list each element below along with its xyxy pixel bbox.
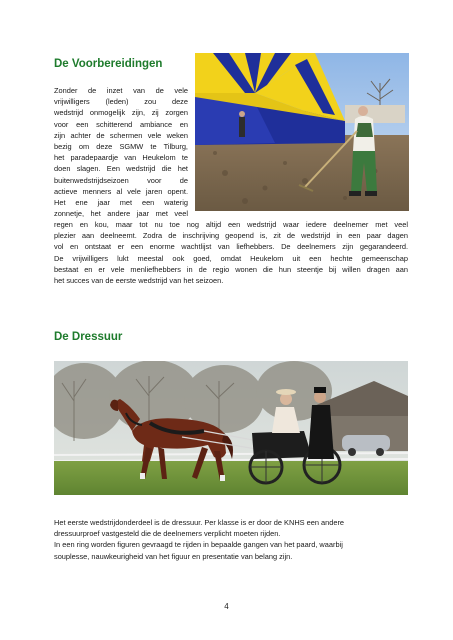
- text-line: zonnetje, het andere jaar met veel: [54, 209, 188, 219]
- text-line: vrijwilligers (leden) zou deze: [54, 97, 188, 107]
- text-line: buitenwedstrijdseizoen voor de: [54, 175, 188, 185]
- intro-paragraph-narrow: [54, 85, 188, 219]
- photo-tent-field: [195, 53, 409, 211]
- text-line: doen slagen. Een wedstrijd die het: [54, 164, 188, 174]
- text-line: Het eerste wedstrijdonderdeel is de dressuur. Per klasse is er door de KNHS een andere: [54, 518, 345, 527]
- text-line: In een ring worden figuren gevraagd te rijden in bepaalde gangen van het paard, waarbij: [54, 540, 343, 550]
- text-line: bezig om deze SGMW te Tilburg,: [54, 142, 188, 152]
- text-line: plezier aan deelneemt. Zodra de inschrijving geopend is, zit de wedstrijd in een paar dagen: [54, 231, 408, 241]
- text-line: het succes van de eerste wedstrijd van het seizoen.: [54, 276, 224, 286]
- photo-horse-carriage: [54, 361, 408, 495]
- text-line: actieve menners al vele jaren opent.: [54, 186, 188, 196]
- text-line: dressuurproef vastgesteld die de deelnemers verplicht moeten rijden.: [54, 529, 281, 539]
- text-line: zijn achter de schermen vele weken: [54, 130, 188, 140]
- dressuur-paragraph: [54, 517, 408, 562]
- section-heading-voorbereidingen: De Voorbereidingen: [54, 58, 163, 70]
- text-line: souplesse, nauwkeurigheid van het figuur en presentatie van belang zijn.: [54, 551, 293, 561]
- text-line: vol en ontstaat er een enorme wachtlijst van liefhebbers. De deelnemers zijn gegarandeerd.: [54, 242, 408, 252]
- text-line: Het ene jaar met een waterig: [54, 198, 188, 208]
- text-line: voor een schitterend ambiance en: [54, 119, 188, 129]
- page-number: 4: [224, 602, 229, 611]
- text-line: regen en kou, maar tot nu toe nog altijd een wedstrijd waar iedere deelnemer met veel: [54, 220, 408, 229]
- text-line: bestaat en er vele menliefhebbers in de regio wonen die hun steentje bij willen dragen aan: [54, 264, 408, 274]
- text-line: wedstrijd onmogelijk zijn, zij zorgen: [54, 108, 188, 118]
- section-heading-dressuur: De Dressuur: [54, 331, 123, 343]
- text-line: Zonder de inzet van de vele: [54, 86, 188, 95]
- text-line: het paradepaardje van Heukelom te: [54, 153, 188, 163]
- intro-paragraph-wide: [54, 219, 408, 286]
- text-line: De vrijwilligers lukt meestal ook goed, omdat Heukelom uit een hechte gemeenschap: [54, 253, 408, 263]
